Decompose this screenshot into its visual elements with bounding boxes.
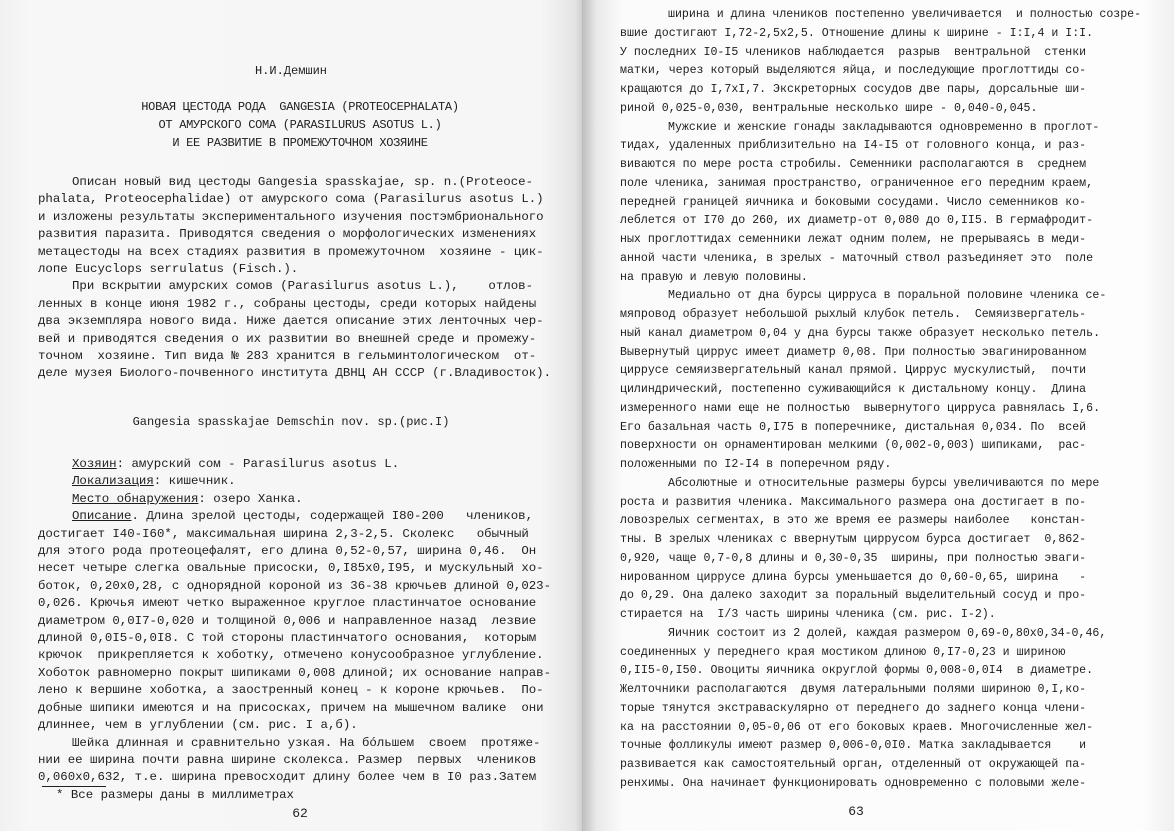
- body-text: [620, 6, 1141, 794]
- text-line: диаметром 0,0I7-0,020 и толщиной 0,006 и направленное назад лезвие: [38, 613, 537, 628]
- text-line: положенными по I2-I4 в поперечном ряду.: [620, 458, 892, 471]
- paragraph: [620, 119, 1141, 288]
- field-label: Хозяин: [72, 457, 117, 471]
- text-line: анной части членика, в зрелых - маточный ствол разъединяет это поле: [620, 251, 1094, 265]
- text-line: ка на расстоянии 0,05-0,06 от его боковых краев. Многочисленные жел-: [620, 720, 1094, 734]
- text-line: леблется от I70 до 260, их диаметр-от 0,080 до 0,II5. В гермафродит-: [620, 214, 1094, 228]
- text-line: тидах, удаленных приблизительно на I4-I5 от головного конца, и раз-: [620, 139, 1087, 153]
- text-line: Описан новый вид цестоды Gangesia spasskajae, sp. n.(Proteoce-: [72, 175, 534, 189]
- paragraph: [38, 735, 551, 787]
- paragraph: [620, 287, 1141, 475]
- text-line: длиной 0,0I5-0,0I8. С той стороны пластинчатого основания, которым: [38, 631, 537, 646]
- text-line: вей и приводятся сведения о их развитии во внешней среде и промежу-: [38, 331, 537, 346]
- text-line: риной 0,025-0,030, вентральные несколько шире - 0,040-0,045.: [620, 101, 1038, 115]
- text-line: Шейка длинная и сравнительно узкая. На бóльшем своем протяже-: [72, 735, 541, 750]
- text-line: кращаются до I,7xI,7. Экскреторных сосудов две пары, дорсальные ши-: [620, 83, 1087, 96]
- text-line: Хоботок равномерно покрыт шипиками 0,008 длиной; их основание направ-: [38, 665, 552, 680]
- text-line: ренхимы. Она начинает функционировать одновременно с половыми желе-: [620, 776, 1087, 790]
- text-line: Его базальная часть 0,I75 в поперечнике, дистальная 0,034. По всей: [620, 420, 1087, 434]
- text-line: phalata, Proteocephalidae) от амурского сома (Parasilurus asotus L.): [38, 192, 544, 207]
- paragraph: [620, 475, 1141, 625]
- footnote-divider: [42, 786, 106, 787]
- field-row: [38, 473, 551, 490]
- text-line: цилиндрический, постепенно суживающийся к дистальному концу. Длина: [620, 383, 1087, 396]
- article-title-line-1: НОВАЯ ЦЕСТОДА РОДА GANGESIA (PROTEOCEPHALATA): [141, 100, 459, 114]
- article-title-line-2: ОТ АМУРСКОГО СОМА (PARASILURUS ASOTUS L.): [158, 118, 442, 132]
- text-line: нированном циррусе длина бурсы уменьшается до 0,60-0,65, ширина -: [620, 570, 1087, 584]
- text-line: Абсолютные и относительные размеры бурсы увеличиваются по мере: [668, 476, 1100, 490]
- text-line: ширина и длина члеников постепенно увеличивается и полностью созре-: [668, 8, 1142, 21]
- species-heading: Gangesia spasskajae Demschin nov. sp.(рис.I): [132, 415, 450, 429]
- text-line: стирается на I/3 часть ширины членика (см. рис. I-2).: [620, 608, 996, 621]
- species-description: [38, 456, 551, 787]
- field-row: [38, 491, 551, 508]
- text-line: несет четыре слегка овальные присоски, 0,I85x0,I95, и мускульный хо-: [38, 561, 544, 576]
- text-line: лопе Eucyclops serrulatus (Fisch.).: [38, 262, 299, 277]
- text-line: . Длина зрелой цестоды, содержащей I80-200 члеников,: [131, 509, 534, 524]
- text-line: роста и развития членика. Максимального размера она достигает в по-: [620, 495, 1087, 509]
- text-line: добные шипики имеются и на присосках, причем на мышечном валике они: [38, 700, 544, 715]
- text-line: ный канал диаметром 0,04 у дна бурсы также образует несколько петель.: [620, 326, 1101, 340]
- right-page: [582, 0, 1174, 831]
- text-line: развития паразита. Приводятся сведения о морфологических изменениях: [38, 227, 537, 242]
- text-line: лено к вершине хоботка, а заостренный конец - к короне крючьев. По-: [38, 683, 544, 698]
- text-line: поверхности он орнаментирован мелкими (0,002-0,003) шипиками, рас-: [620, 439, 1087, 453]
- text-line: Вывернутый циррус имеет диаметр 0,08. При полностью эвагинированном: [620, 345, 1087, 359]
- text-line: Медиально от дна бурсы цирруса в поральной половине членика се-: [668, 289, 1107, 303]
- text-line: ловозрелых сегментах, в это же время ее размеры наиболее констан-: [620, 514, 1087, 528]
- paragraph: [38, 508, 551, 734]
- text-line: метацестоды на всех стадиях развития в промежуточном хозяине - цик-: [38, 244, 544, 259]
- text-line: 0,060x0,632, т.е. ширина превосходит длину более чем в I0 раз.Затем: [38, 770, 537, 785]
- text-line: точные фолликулы имеют размер 0,006-0,0I0. Матка закладывается и: [620, 739, 1087, 753]
- field-row: [38, 456, 551, 473]
- text-line: матки, через который выделяются яйца, и последующие проглоттиды со-: [620, 64, 1087, 78]
- text-line: соединенных у переднего края мостиком длиною 0,I7-0,23 и шириною: [620, 645, 1066, 659]
- text-line: для этого рода протеоцефалят, его длина 0,52-0,57, ширина 0,46. Он: [38, 544, 537, 559]
- description-first-line: [38, 508, 551, 525]
- field-value: : амурский сом - Parasilurus asotus L.: [116, 457, 400, 471]
- field-value: : кишечник.: [153, 474, 236, 489]
- text-line: ленных в конце июня 1982 г., собраны цестоды, среди которых найдены: [38, 296, 537, 311]
- text-line: на правую и левую половины.: [620, 270, 808, 284]
- description-label: Описание: [72, 509, 132, 524]
- text-line: ных проглоттидах семенники лежат одним полем, не прерываясь в меди-: [620, 233, 1087, 246]
- text-line: нии ее ширина почти равна ширине сколекса. Размер первых члеников: [38, 752, 537, 767]
- page-number-right: 63: [848, 804, 864, 819]
- text-line: до 0,29. Она далеко заходит за поральный выделительный сосуд и про-: [620, 589, 1087, 603]
- text-line: два экземпляра нового вида. Ниже дается описание этих ленточных чер-: [38, 314, 544, 329]
- text-line: торые тянутся экстраваскулярно от переднего до заднего конца члени-: [620, 701, 1087, 715]
- text-line: передней границей яичника и боковыми сосудами. Число семенников ко-: [620, 195, 1087, 209]
- field-label: Место обнаружения: [72, 491, 199, 506]
- paragraph: [620, 625, 1141, 794]
- footnote: * Все размеры даны в миллиметрах: [56, 788, 294, 802]
- text-line: У последних I0-I5 члеников наблюдается разрыв вентральной стенки: [620, 45, 1087, 59]
- text-line: вшие достигают I,72-2,5x2,5. Отношение длины к ширине - I:I,4 и I:I.: [620, 26, 1094, 40]
- abstract-text: [38, 174, 551, 383]
- text-line: и изложены результаты экспериментального изучения постэмбрионального: [38, 209, 544, 224]
- page-number-left: 62: [292, 806, 308, 821]
- text-line: длиннее, чем в углублении (см. рис. I а,б).: [38, 718, 358, 733]
- text-line: Яичник состоит из 2 долей, каждая размером 0,69-0,80x0,34-0,46,: [668, 626, 1107, 640]
- text-line: мяпровод образует небольшой рыхлый клубок петель. Семяизвергатель-: [620, 308, 1087, 321]
- text-line: 0,026. Крючья имеют четко выраженное круглое пластинчатое основание: [38, 596, 537, 611]
- text-line: измеренного нами еще не полностью вывернутого цирруса равнялась I,6.: [620, 401, 1101, 415]
- text-line: 0,920, чаще 0,7-0,8 длины и 0,30-0,35 ширины, при полностью эваги-: [620, 551, 1087, 565]
- left-page: [0, 0, 582, 831]
- paragraph: [620, 6, 1141, 119]
- text-line: 0,II5-0,I50. Овоциты яичника округлой формы 0,008-0,0I4 в диаметре.: [620, 664, 1094, 678]
- text-line: боток, 0,20x0,28, с однорядной короной из 36-38 крючьев длиной 0,023-: [38, 578, 552, 593]
- text-line: виваются по мере роста стробилы. Семенники располагаются в среднем: [620, 158, 1087, 171]
- text-line: Желточники располагаются двумя латеральными полями шириною 0,I,ко-: [620, 683, 1087, 696]
- text-line: Мужские и женские гонады закладываются одновременно в проглот-: [668, 120, 1100, 134]
- text-line: поле членика, занимая пространство, ограниченное его передним краем,: [620, 176, 1094, 190]
- article-title-line-3: И ЕЕ РАЗВИТИЕ В ПРОМЕЖУТОЧНОМ ХОЗЯИНЕ: [172, 136, 428, 150]
- text-line: тны. В зрелых члениках с ввернутым циррусом бурса достигает 0,862-: [620, 533, 1087, 546]
- text-line: деле музея Биолого-почвенного института ДВНЦ АН СССР (г.Владивосток).: [38, 366, 552, 381]
- paragraph: [38, 174, 551, 278]
- text-line: крючок прикрепляется к хоботку, отмечено конусообразное углубление.: [38, 648, 544, 663]
- text-line: развивается как самостоятельный орган, отделенный от окружающей па-: [620, 758, 1087, 771]
- species-fields: [38, 456, 551, 508]
- author-name: Н.И.Демшин: [254, 64, 327, 78]
- paragraph: [38, 278, 551, 382]
- field-label: Локализация: [72, 474, 154, 489]
- text-line: достигает I40-I60*, максимальная ширина 2,3-2,5. Сколекс обычный: [38, 526, 529, 541]
- field-value: : озеро Ханка.: [198, 491, 303, 506]
- text-line: циррусе семяизвергательный канал прямой. Циррус мускулистый, почти: [620, 364, 1087, 378]
- text-line: точном хозяине. Тип вида № 283 хранится в гельминтологическом от-: [38, 349, 537, 364]
- text-line: При вскрытии амурских сомов (Parasilurus asotus L.), отлов-: [72, 279, 534, 294]
